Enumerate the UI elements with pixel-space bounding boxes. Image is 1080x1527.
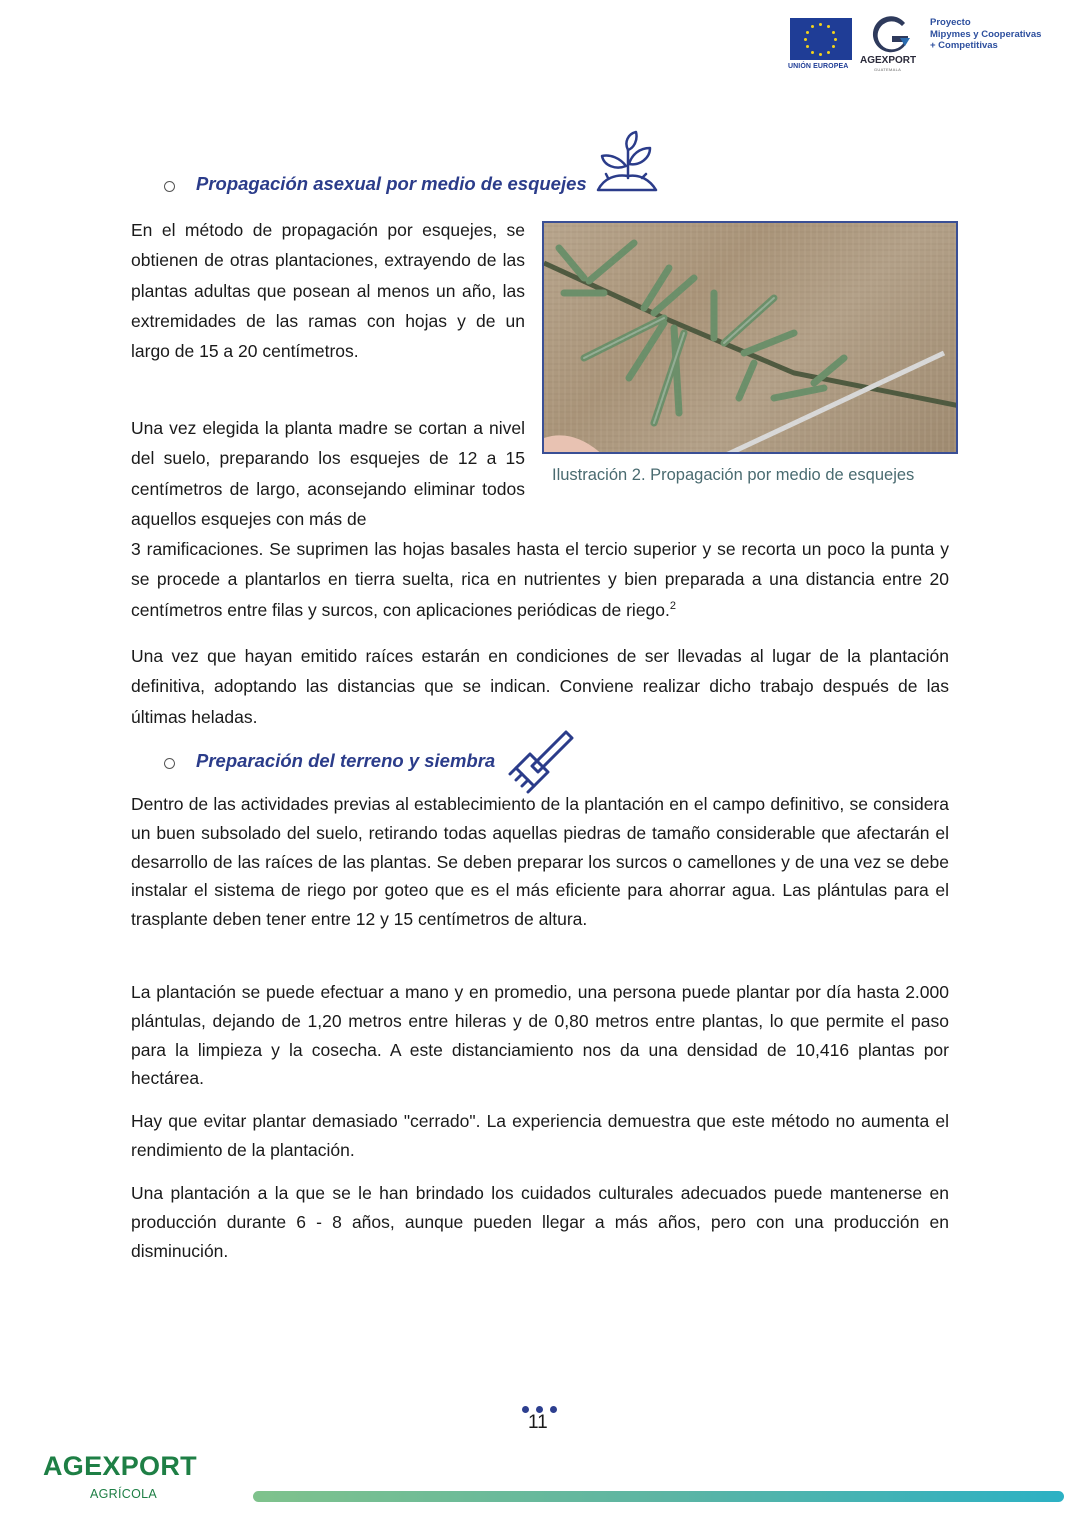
paragraph: La plantación se puede efectuar a mano y en promedio, una persona puede plantar por día hasta 2.000 plántulas, dejando de 1,20 metros entre hileras y de 0,80 metros entre plantas, lo que permite el paso para la limpieza y la cosecha. A este distanciamiento nos da una densidad de 10,416 plantas por hectárea.	[131, 982, 949, 1089]
paragraph: Hay que evitar plantar demasiado "cerrado". La experiencia demuestra que este método no aumenta el rendimiento de la plantación.	[131, 1111, 949, 1160]
figure-image-esquejes	[542, 221, 958, 454]
footer-brand-logo: AGEXPORT	[43, 1451, 197, 1481]
header-logos	[786, 14, 1076, 76]
project-title: Proyecto Mipymes y Cooperativas + Competitivas	[930, 17, 1042, 51]
agexport-label: AGEXPORT	[860, 55, 917, 66]
paragraph: Una vez que hayan emitido raíces estarán en condiciones de ser llevadas al lugar de la plantación definitiva, adoptando las distancias que se indican. Conviene realizar dicho trabajo después de las últimas heladas.	[131, 646, 949, 727]
lavender-cutting-photo	[544, 223, 958, 454]
eu-label: UNIÓN EUROPEA	[788, 63, 849, 70]
agexport-sub: GUATEMALA	[874, 67, 902, 72]
section-heading-esquejes: Propagación asexual por medio de esquejes	[196, 173, 587, 194]
paragraph: Una plantación a la que se le han brindado los cuidados culturales adecuados puede mantenerse en producción durante 6 - 8 años, aunque pueden llegar a más años, pero con una producción en disminución.	[131, 1183, 949, 1261]
figure-caption: Ilustración 2. Propagación por medio de esquejes	[552, 466, 915, 484]
paragraph-continued: 3 ramificaciones. Se suprimen las hojas basales hasta el tercio superior y se recorta un poco la punta y se procede a plantarlos en tierra suelta, rica en nutrientes y bien preparada a una distancia entre 20 centímetros entre filas y surcos, con aplicaciones periódicas de riego.$^2$	[131, 539, 949, 620]
page-number: 11	[528, 1412, 548, 1433]
bullet-icon	[164, 758, 175, 769]
footer-gradient-bar	[253, 1491, 1064, 1502]
rake-icon	[506, 728, 574, 794]
paragraph: En el método de propagación por esquejes, se obtienen de otras plantaciones, extrayendo de las plantas adultas que posean al menos un año, las extremidades de las ramas con hojas y de un largo de 15 a 20 centímetros.	[131, 220, 525, 362]
bullet-icon	[164, 181, 175, 192]
sprout-icon	[594, 128, 658, 194]
section-heading-terreno: Preparación del terreno y siembra	[196, 750, 496, 771]
paragraph-wrap: Una vez elegida la planta madre se cortan a nivel del suelo, preparando los esquejes de 12 a 15 centímetros de largo, aconsejando eliminar todos aquellos esquejes con más de	[131, 418, 525, 529]
paragraph: Dentro de las actividades previas al establecimiento de la plantación en el campo definitivo, se considera un buen subsolado del suelo, retirando todas aquellas piedras de tamaño considerable que afectarán el desarrollo de las raíces de las plantas. Se deben preparar los surcos o camellones y de una vez se debe instalar el sistema de riego por goteo que es el más eficiente para ahorrar agua. Las plántulas para el trasplante deben tener entre 12 y 15 centímetros de altura.	[131, 794, 949, 930]
eu-flag-icon	[790, 18, 852, 60]
footnote-ref[interactable]: 2	[669, 599, 677, 612]
agexport-g-logo-icon	[872, 16, 912, 56]
footer-brand-sub: AGRÍCOLA	[90, 1487, 157, 1501]
